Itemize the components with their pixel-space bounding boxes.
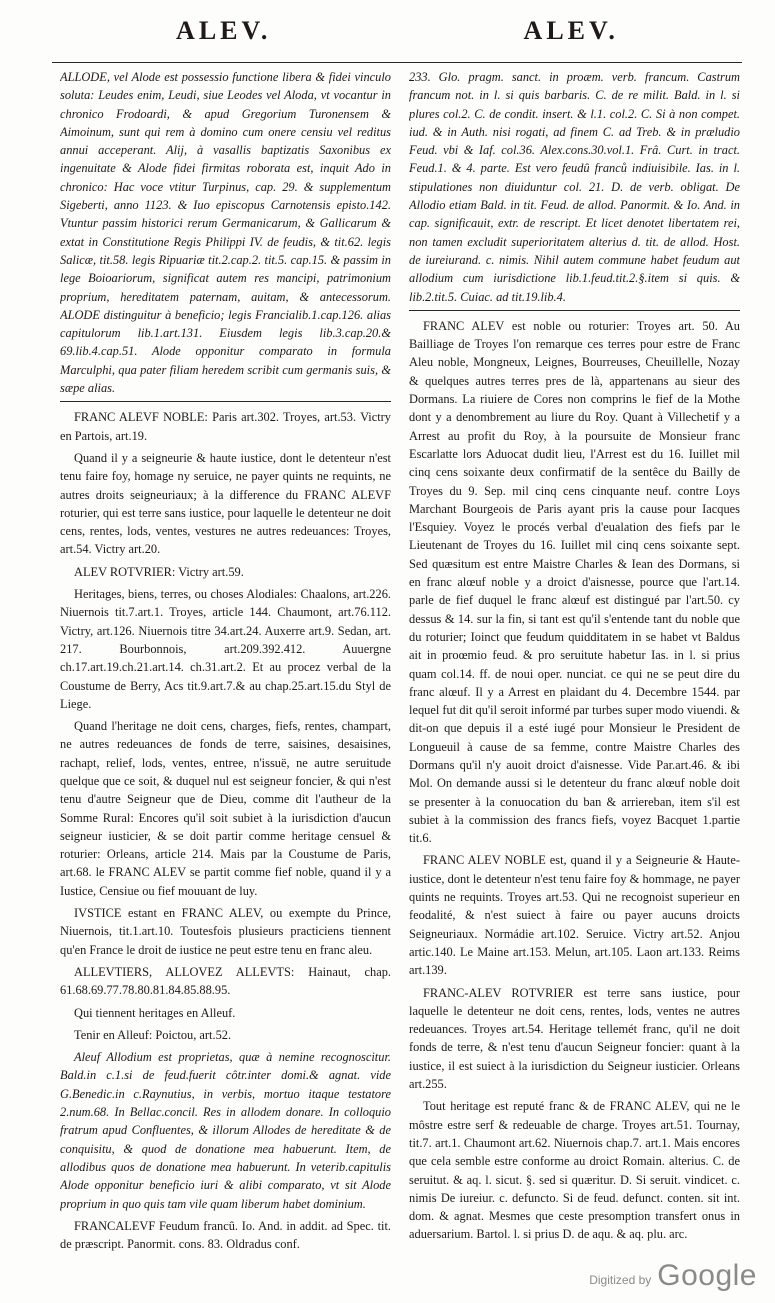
running-head-right: ALEV.: [523, 16, 619, 45]
paragraph: Tenir en Alleuf: Poictou, art.52.: [74, 1027, 232, 1042]
header-rule: [52, 62, 742, 63]
entry-francaleuf: FRANCALEVF Feudum francû. Io. And. in addit. ad Spec. tit. de præscript. Panormit. cons. 83. Oldradus conf.: [60, 1218, 391, 1252]
paragraph: Heritages, biens, terres, ou choses Alodiales: Chaalons, art.226. Niuernois tit.7.art.1. Troyes, article 144. Chaumont, art.76.112. Victry, art.126. Niuernois titre 34.art.24. Auxerre art.9. Sedan, art. 217. Bourbonnois, art.209.392.412. Auuergne ch.17.art.19.ch.21.art.14. ch.31.art.2. Et au procez verbal de la Coustume de Berry, Acs tit.9.art.7.& au chap.25.art.15.du Styl de Liege.: [60, 587, 391, 711]
running-head-left: ALEV.: [176, 16, 272, 45]
running-head: [50, 16, 745, 66]
right-column: [409, 68, 740, 1268]
entry-divider: [60, 401, 391, 402]
latin-note: Aleuf Allodium est proprietas, quæ à nemine recognoscitur. Bald.in c.1.si de feud.fuerit côtr.inter domi.& agnat. vide G.Benedic.in c.Raynutius, in verbis, mortuo itaque testatore 2.num.68. In Bellac.concil. Res in allodem donare. In colloquio fratrum apud Confluentes, & illorum Allodes de hereditate & de conquisitu, & quod de donatione mea habuerunt. Item, de allodibus quos de donatione mea habuerunt. In veterib.capitulis Alode opponitur beneficio iuri & alibi comparato, vt sit Alode proprium in quo quis tam vile quam liberum habet dominium.: [60, 1050, 391, 1211]
entry-divider: [409, 310, 740, 311]
google-watermark: [589, 1253, 757, 1293]
entry-franc-aleu: FRANC ALEV est noble ou roturier: Troyes art. 50. Au Bailliage de Troyes l'on remarque ces terres pour estre de Franc Aleu noble, Mongneux, Leignes, Bourreuses, Cheuillelle, Nozay & quelques autres terres pres de là, appartenans au sieur des Dormans. La riuiere de Cores non comprins le fief de la Mothe dont y a denombrement au liure du Roy. Quant à Villechetif y a Arrest au profit du Roy, à la poursuite de Monsieur franc Escarlatte lors Aduocat dudit lieu, l'Arrest est du 16. Iuillet mil cinq cens soixante deux confirmatif de la sentêce du Bailly de Troyes du 9. Sep. mil cinq cens cinquante neuf. contre Loys Marchant Bourgeois de Paris ayant pris la cause pour Iacques l'Esquiey. Voyez le procés verbal d'eualation des fiefs par le Lieutenant de Troyes du 16. Iuillet mil cinq cens soixante sept. Sed quæsitum est entre Maistre Charles & Iean des Dormans, si en franc alœuf noble y a droict d'aisnesse, pource que l'art.14. parle de fief duquel le franc alœuf est distingué par l'art.50. cy dessus & 14. sur la fin, si tant est qu'il s'entende tant du noble que du roturier; Ioinct que feudum quidditatem in se habet vt Baldus ait in proœmio feud. & pro seruitute habetur Ias. in l. si prius quam col.14. ff. de noui oper. nunciat. ce qui ne se peut dire du franc alœuf. Il y a Arrest en plaidant du 4. Decembre 1544. par lequel fut dit qu'il seroit informé par turbes super modo viuendi. & dit-on que depuis il a esté iugé pour Monsieur le President de Longueuil à cause de sa femme, contre Maistre Charles des Dormans qu'il n'y auoit droict d'aisnesse. Vide Par.art.46. & ibi Mol. On demande aussi si le detenteur du franc alœuf noble doit se presenter à la conuocation du ban & arriereban, item s'il est subiet à la commission des francs fiefs, voyez Bacquet 1.partie tit.6.: [409, 318, 740, 846]
paragraph: Tout heritage est reputé franc & de FRANC ALEV, qui ne le môstre estre serf & redeuable de charge. Troyes art.51. Tournay, tit.7. art.1. Chaumont art.62. Niuernois chap.7. art.1. Mais encores que cela semble estre conforme au droict Romain. alterius. C. de seruitut. & aq. l. sicut. §. sed si quæritur. D. Si seruit. vindicet. c. nimis De iureiur. c. defuncto. Si de feud. defunct. conten. sit int. dom. & agnat. Mesmes que ceste presomption transfert onus in aduersarium. Bartol. l. si prius D. de aqu. & aq. plu. arc.: [409, 1099, 740, 1242]
entry-franc-aleuf-noble: FRANC ALEVF NOBLE: Paris art.302. Troyes, art.53. Victry en Partois, art.19.: [60, 410, 391, 443]
paragraph: Quand il y a seigneurie & haute iustice, dont le detenteur n'est tenu faire foy, homage ny seruice, ne payer quints ne requints, ne autres droits seigneuriaux; à la difference du FRANC ALEVF roturier, qui est terre sans iustice, pour laquelle le detenteur ne doit cens, rentes, lods, ventes, vestures ne autres redeuances: Troyes, art.54. Victry art.20.: [60, 450, 391, 557]
entry-allode: ALLODE, vel Alode est possessio functione libera & fidei vinculo soluta: Leudes enim, Leudi, siue Leodes vel Aloda, vt vocantur in chronico Frodoardi, & apud Gregorium Turonensem & Aimoinum, sunt qui rem à domino cum onere censiu vel reditus annui acceperant. Alij, à vasallis baptizatis Saxonibus ex ingenuitate & Alode fidei firmitas roborata est, inquit Ado in chronico: Hac voce vtitur Turpinus, cap. 29. & supplementum Sigeberti, anno 1123. & Iuo episcopus Carnotensis episto.142. Vtuntur passim historici rerum Germanicarum, & Gallicarum & extat in Constitutione Regis Philippi IV. de feudis, & tit.62. legis Salicæ, tit.58. legis Ripuariæ tit.2.cap.2. tit.5. cap.15. & passim in lege Boioariorum, significat autem res mancipi, patrimonium proprium, hereditatem paternam, auitam, & antecessorum. ALODE distinguitur à beneficio; legis Francialib.1.cap.126. alias capitulorum lib.1.art.131. Eiusdem legis lib.3.cap.20.& 69.lib.4.cap.51. Alode opponitur comparato in formula Marculphi, qua pater filiam heredem scribit cum germanis suis, & sæpe alias.: [60, 70, 391, 396]
paragraph: Qui tiennent heritages en Alleuf.: [74, 1005, 236, 1020]
entry-aleu-roturier: ALEV ROTVRIER: Victry art.59.: [74, 564, 244, 579]
text-columns: [60, 68, 740, 1268]
entry-iustice: IVSTICE estant en FRANC ALEV, ou exempte du Prince, Niuernois, tit.1.art.10. Toutesfois plusieurs practiciens tiennent qu'en France le droit de iustice ne peut estre tenu en franc aleu.: [60, 906, 391, 957]
left-column: [60, 68, 391, 1268]
entry-franc-aleu-roturier: FRANC-ALEV ROTVRIER est terre sans iustice, pour laquelle le detenteur ne doit cens, rentes, lods, ventes ne autres redeuances. Troyes art.54. Heritage tellemét franc, qu'il ne doit fonds de terre, & n'est tenu d'aucun Seigneur foncier: quant à la iustice, il est suiect à la iurisdiction du Seigneur iusticier. Orleans art.255.: [409, 985, 740, 1092]
latin-continuation: 233. Glo. pragm. sanct. in proæm. verb. francum. Castrum francum not. in l. si quis barbaris. C. de re milit. Bald. in l. si plures col.2. C. de condit. insert. & l.1. col.2. C. Si à non compet. iud. & in Auth. nisi rogati, ad finem C. ad Treb. & in præludio Feud. vbi & Iaf. col.36. Alex.cons.30.vol.1. Frâ. Curt. in tract. Feud.1. & 4. parte. Est vero feudû franců indiuisibile. Ias. in l. stipulationes non diuiduntur col. 21. D. de verb. obligat. De Allodio etiam Bald. in tit. Feud. de allod. Panormit. & Io. And. in cap. significauit, extr. de rescript. Et licet denotet libertatem rei, non tamen excludit superioritatem alterius d. tit. de allod. Host. de iureiurand. c. nimis. Nihil autem commune habet feudum aut allodium cum iurisdictione lib.1.feud.tit.2.§.item si quis. & lib.2.tit.5. Cuiac. ad tit.19.lib.4.: [409, 70, 740, 304]
entry-franc-aleu-noble: FRANC ALEV NOBLE est, quand il y a Seigneurie & Haute-iustice, dont le detenteur n'est tenu faire foy & hommage, ne payer quints ne requints. Troyes art.53. Qui ne recognoist superieur en feodalité, & n'est suiect à faire ou payer aucuns droicts Seigneuriaux. Normádie art.102. Seruice. Victry art.52. Anjou artic.140. Le Maine art.153. Melun, art.105. Laon art.133. Reims art.139.: [409, 853, 740, 978]
watermark-prefix: Digitized by: [589, 1273, 652, 1287]
google-logo: Google: [657, 1259, 757, 1292]
entry-alleutiers: ALLEVTIERS, ALLOVEZ ALLEVTS: Hainaut, chap. 61.68.69.77.78.80.81.84.85.88.95.: [60, 964, 391, 998]
paragraph: Quand l'heritage ne doit cens, charges, fiefs, rentes, champart, ne autres redeuances de fonds de terre, saisines, desaisines, rachapt, relief, lods, ventes, entree, n'issuë, ne autre seruitude quelque que ce soit, & duquel nul est seigneur foncier, & qui n'est tenu d'autre Seigneur que de Dieu, comme dit l'autheur de la Somme Rural: Encores qu'il soit subiet à la iurisdiction d'aucun seigneur iusticier, & se doit partir comme heritage censuel & roturier: Orleans, article 214. Mais par la Coustume de Paris, art.68. le FRANC ALEV se partit comme fief noble, quand il y a Iustice, Censiue ou fief mouuant de luy.: [60, 719, 391, 898]
